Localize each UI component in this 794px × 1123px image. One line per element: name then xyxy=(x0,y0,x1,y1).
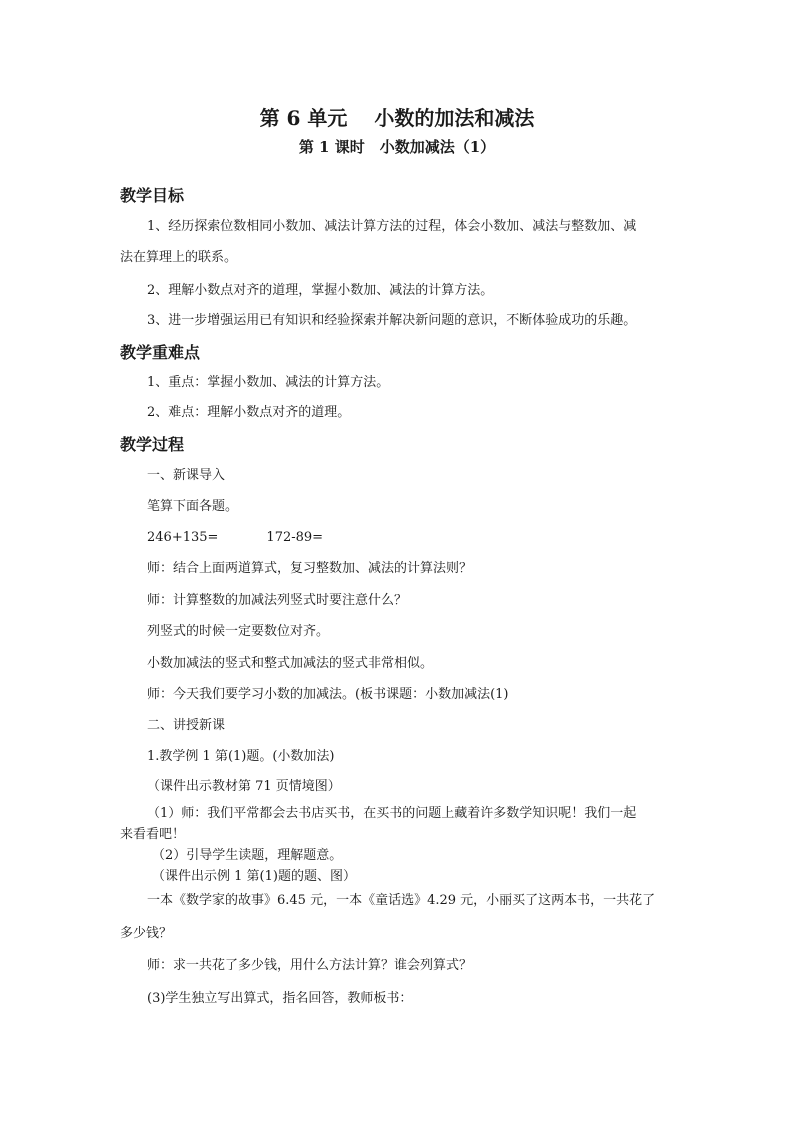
part-1-title: 一、新课导入 xyxy=(147,468,226,483)
process-paragraph: （课件出示例 1 第(1)题的题、图） xyxy=(152,869,356,884)
process-paragraph: 师：今天我们要学习小数的加减法。(板书课题：小数加减法(1) xyxy=(147,687,509,702)
key-point-1: 1、重点：掌握小数加、减法的计算方法。 xyxy=(147,375,390,390)
process-paragraph: (3)学生独立写出算式，指名回答，教师板书： xyxy=(147,991,413,1006)
part-2-title: 二、讲授新课 xyxy=(147,718,226,733)
process-paragraph-line-1: （1）师：我们平常都会去书店买书，在买书的问题上藏着许多数学知识呢！我们一起 xyxy=(147,806,637,821)
equation-1: 246+135= xyxy=(147,530,219,545)
process-paragraph: 师：结合上面两道算式，复习整数加、减法的计算法则？ xyxy=(147,561,473,576)
problem-line-2: 多少钱？ xyxy=(120,926,173,941)
process-paragraph: （2）引导学生读题，理解题意。 xyxy=(152,848,343,863)
process-paragraph: 师：计算整数的加减法列竖式时要注意什么？ xyxy=(147,593,408,608)
objective-1-line-2: 法在算理上的联系。 xyxy=(120,250,238,265)
process-heading: 教学过程 xyxy=(120,435,185,454)
process-paragraph: 师：求一共花了多少钱，用什么方法计算？谁会列算式？ xyxy=(147,958,473,973)
objective-1-line-1: 1、经历探索位数相同小数加、减法计算方法的过程，体会小数加、减法与整数加、减 xyxy=(147,219,637,234)
key-point-2: 2、难点：理解小数点对齐的道理。 xyxy=(147,405,351,420)
process-paragraph: 小数加减法的竖式和整式加减法的竖式非常相似。 xyxy=(147,656,434,671)
key-points-heading: 教学重难点 xyxy=(120,343,201,362)
objectives-heading: 教学目标 xyxy=(120,186,185,205)
process-paragraph: （课件出示教材第 71 页情境图） xyxy=(147,779,341,794)
process-paragraph: 列竖式的时候一定要数位对齐。 xyxy=(147,624,330,639)
objective-2: 2、理解小数点对齐的道理，掌握小数加、减法的计算方法。 xyxy=(147,283,494,298)
process-paragraph: 笔算下面各题。 xyxy=(147,499,239,514)
objective-3: 3、进一步增强运用已有知识和经验探索并解决新问题的意识，不断体验成功的乐趣。 xyxy=(147,313,637,328)
page-title: 第 6 单元 小数的加法和减法 xyxy=(259,106,535,130)
page-subtitle: 第 1 课时 小数加减法（1） xyxy=(298,138,496,156)
problem-line-1: 一本《数学家的故事》6.45 元，一本《童话选》4.29 元，小丽买了这两本书，一共花了 xyxy=(147,893,656,908)
equation-2: 172-89= xyxy=(266,530,324,545)
process-paragraph: 1.教学例 1 第(1)题。(小数加法) xyxy=(147,749,335,764)
equations-row xyxy=(147,529,323,547)
process-paragraph-line-2: 来看看吧！ xyxy=(120,827,186,842)
